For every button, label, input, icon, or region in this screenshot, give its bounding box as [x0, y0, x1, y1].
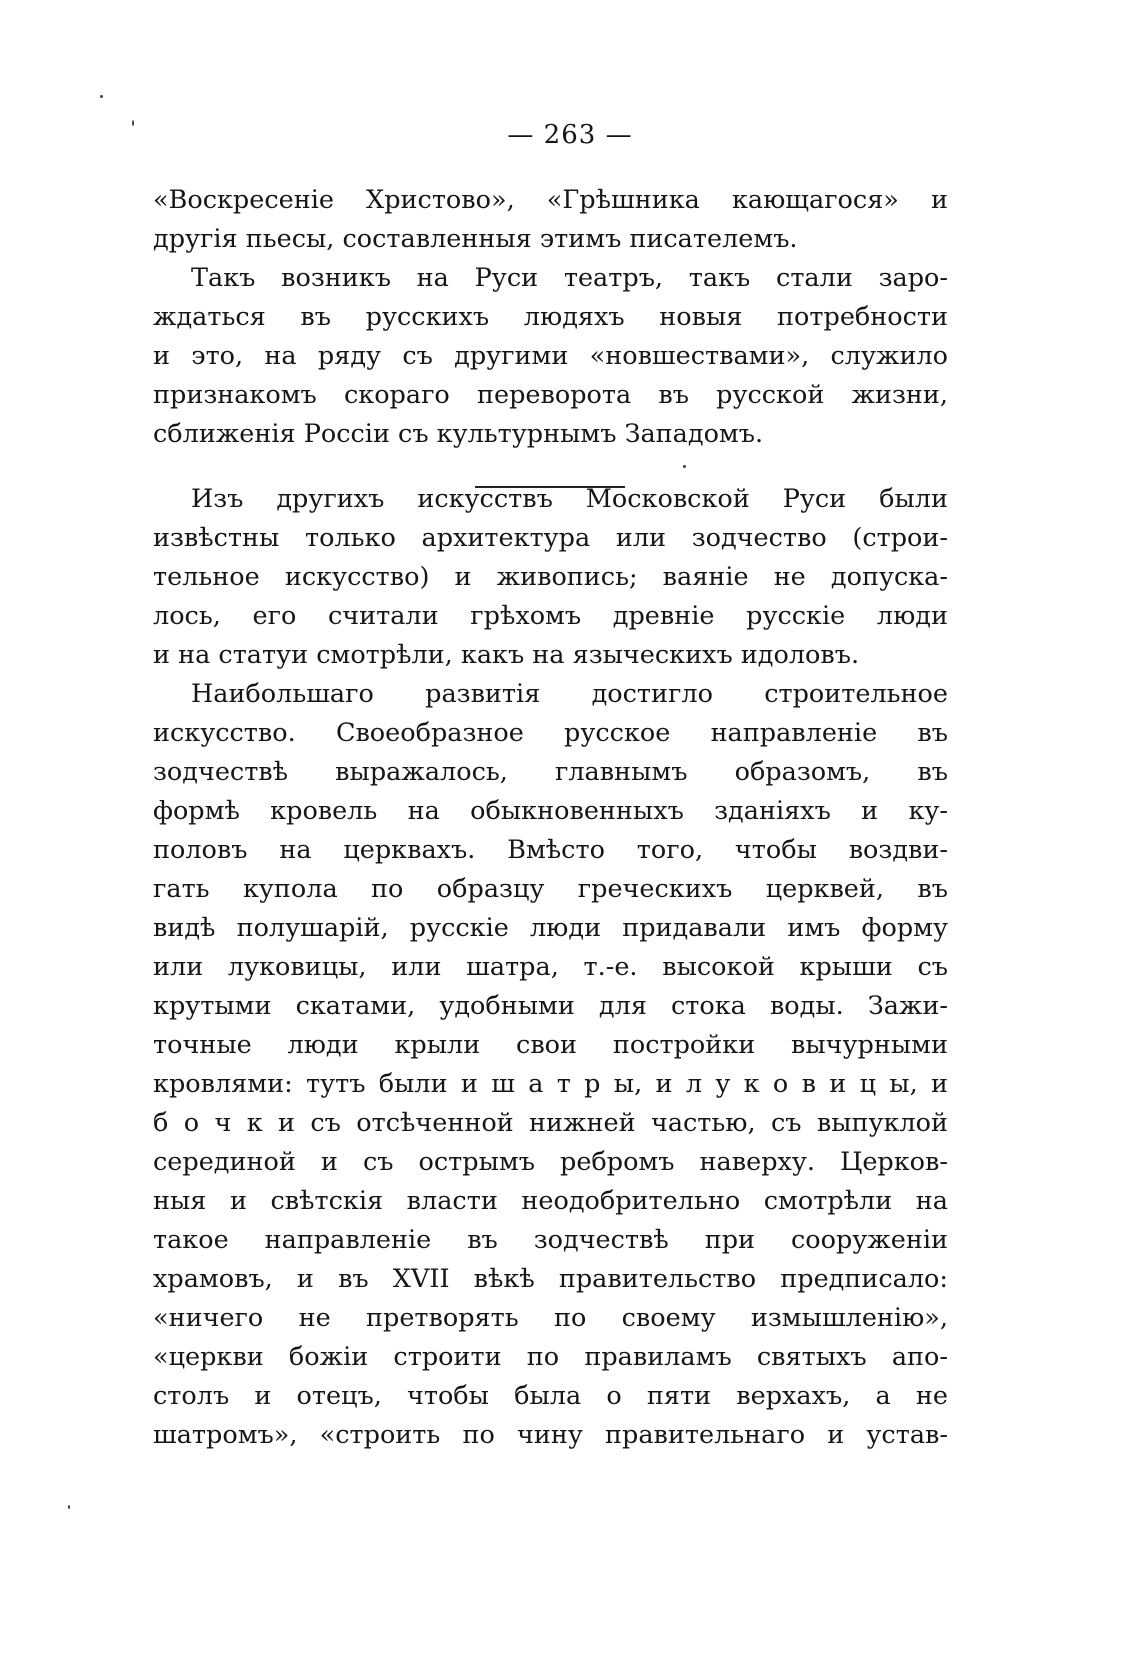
paragraph-block-bottom	[153, 480, 948, 1455]
text-line: видѣ полушарій, русскіе люди придавали имъ форму	[153, 913, 948, 943]
text-line: признакомъ скораго переворота въ русской жизни,	[153, 380, 948, 410]
text-line: и это, на ряду съ другими «новшествами», служило	[153, 341, 948, 371]
text-line: столъ и отецъ, чтобы была о пяти верхахъ, а не	[153, 1381, 948, 1411]
text-line: Наибольшаго развитія достигло строительное	[191, 679, 948, 709]
text-line: такое направленіе въ зодчествѣ при сооруженіи	[153, 1225, 948, 1255]
text-line: зодчествѣ выражалось, главнымъ образомъ, въ	[153, 757, 948, 787]
text-line: сближенія Россіи съ культурнымъ Западомъ.	[153, 419, 764, 449]
scan-speck	[100, 95, 103, 98]
text-line: извѣстны только архитектура или зодчество (строи-	[153, 523, 948, 553]
scan-speck	[683, 465, 686, 468]
text-line: серединой и съ острымъ ребромъ наверху. Церков-	[153, 1147, 948, 1177]
text-line: гать купола по образцу греческихъ церквей, въ	[153, 874, 948, 904]
text-line: или луковицы, или шатра, т.-е. высокой крыши съ	[153, 952, 948, 982]
text-line: лось, его считали грѣхомъ древніе русскіе люди	[153, 601, 948, 631]
text-line: и на статуи смотрѣли, какъ на языческихъ идоловъ.	[153, 640, 860, 670]
text-line: формѣ кровель на обыкновенныхъ зданіяхъ и ку-	[153, 796, 948, 826]
text-line: шатромъ», «строить по чину правительнаго и устав-	[153, 1420, 948, 1450]
text-line: половъ на церквахъ. Вмѣсто того, чтобы воздви-	[153, 835, 948, 865]
text-line: другія пьесы, составленныя этимъ писателемъ.	[153, 224, 798, 254]
paragraph-block-top	[153, 181, 948, 454]
text-line: точные люди крыли свои постройки вычурными	[153, 1030, 948, 1060]
text-line: Такъ возникъ на Руси театръ, такъ стали заро-	[191, 263, 948, 293]
text-line: ныя и свѣтскія власти неодобрительно смотрѣли на	[153, 1186, 948, 1216]
text-line: «ничего не претворять по своему измышленію»,	[153, 1303, 948, 1333]
text-line: тельное искусство) и живопись; ваяніе не допуска-	[153, 562, 948, 592]
text-line: б о ч к и съ отсѣченной нижней частью, съ выпуклой	[153, 1108, 948, 1138]
text-line: ждаться въ русскихъ людяхъ новыя потребности	[153, 302, 948, 332]
text-line: «церкви божіи строити по правиламъ святыхъ апо-	[153, 1342, 948, 1372]
page-number: — 263 —	[507, 120, 633, 150]
scan-speck	[132, 120, 134, 126]
text-line: кровлями: тутъ были и ш а т р ы, и л у к о в и ц ы, и	[153, 1069, 948, 1099]
text-line: крутыми скатами, удобными для стока воды. Зажи-	[153, 991, 948, 1021]
text-line: «Воскресеніе Христово», «Грѣшника кающагося» и	[153, 185, 948, 215]
scan-speck	[68, 1505, 70, 1509]
text-line: храмовъ, и въ XVII вѣкѣ правительство предписало:	[153, 1264, 948, 1294]
text-line: Изъ другихъ искусствъ Московской Руси были	[191, 484, 948, 514]
text-line: искусство. Своеобразное русское направленіе въ	[153, 718, 948, 748]
